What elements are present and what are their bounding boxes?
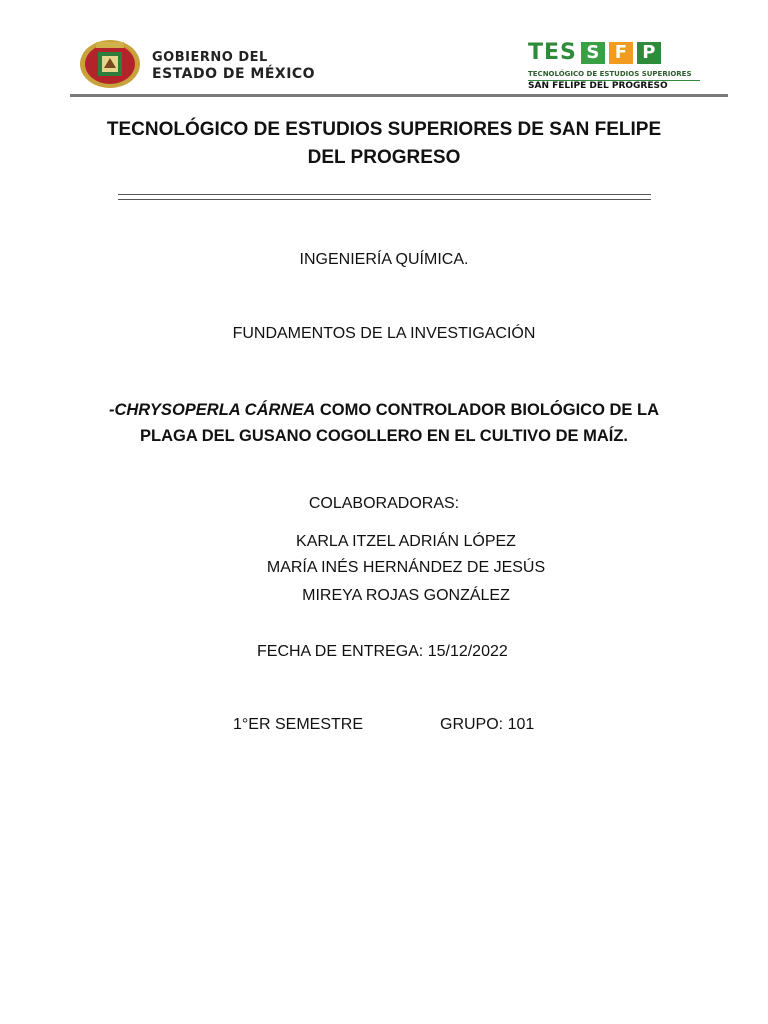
tessfp-wordmark [528,40,661,65]
title-divider [118,194,651,200]
header-divider [70,94,728,97]
tes-box-f: F [609,42,633,64]
collaborators-label: COLABORADORAS: [308,495,460,512]
tes-box-s: S [581,42,605,64]
title-line1: TECNOLÓGICO DE ESTUDIOS SUPERIORES DE SAN FELIPE [106,119,662,140]
tes-letters: TES [528,40,577,65]
collaborator-name: MIREYA ROJAS GONZÁLEZ [302,587,510,604]
paper-title-italic: -CHRYSOPERLA CÁRNEA [108,401,316,419]
collaborator-name: KARLA ITZEL ADRIÁN LÓPEZ [296,533,516,550]
tes-subtitle: TECNOLÓGICO DE ESTUDIOS SUPERIORES [528,70,692,78]
estado-de-mexico-coat-of-arms-logo [78,38,142,90]
group-number: GRUPO: 101 [440,716,535,733]
paper-title [90,397,678,449]
subject-name: FUNDAMENTOS DE LA INVESTIGACIÓN [232,325,536,342]
career-name: INGENIERÍA QUÍMICA. [299,251,469,268]
paper-title-rest: COMO CONTROLADOR BIOLÓGICO DE LA PLAGA DEL GUSANO COGOLLERO EN EL CULTIVO DE MAÍZ. [140,401,660,445]
gov-line2: ESTADO DE MÉXICO [152,66,316,82]
gov-wordmark [152,50,315,82]
tes-box-p: P [637,42,661,64]
tessfp-logo [528,38,700,92]
title-line2: DEL PROGRESO [307,147,461,168]
gov-line1: GOBIERNO DEL [152,50,268,65]
collaborator-name: MARÍA INÉS HERNÁNDEZ DE JESÚS [266,559,546,576]
delivery-date: FECHA DE ENTREGA: 15/12/2022 [257,643,508,660]
tes-location: SAN FELIPE DEL PROGRESO [528,80,700,91]
institution-title [90,116,678,172]
semester: 1°ER SEMESTRE [233,716,363,733]
document-header [70,34,728,98]
